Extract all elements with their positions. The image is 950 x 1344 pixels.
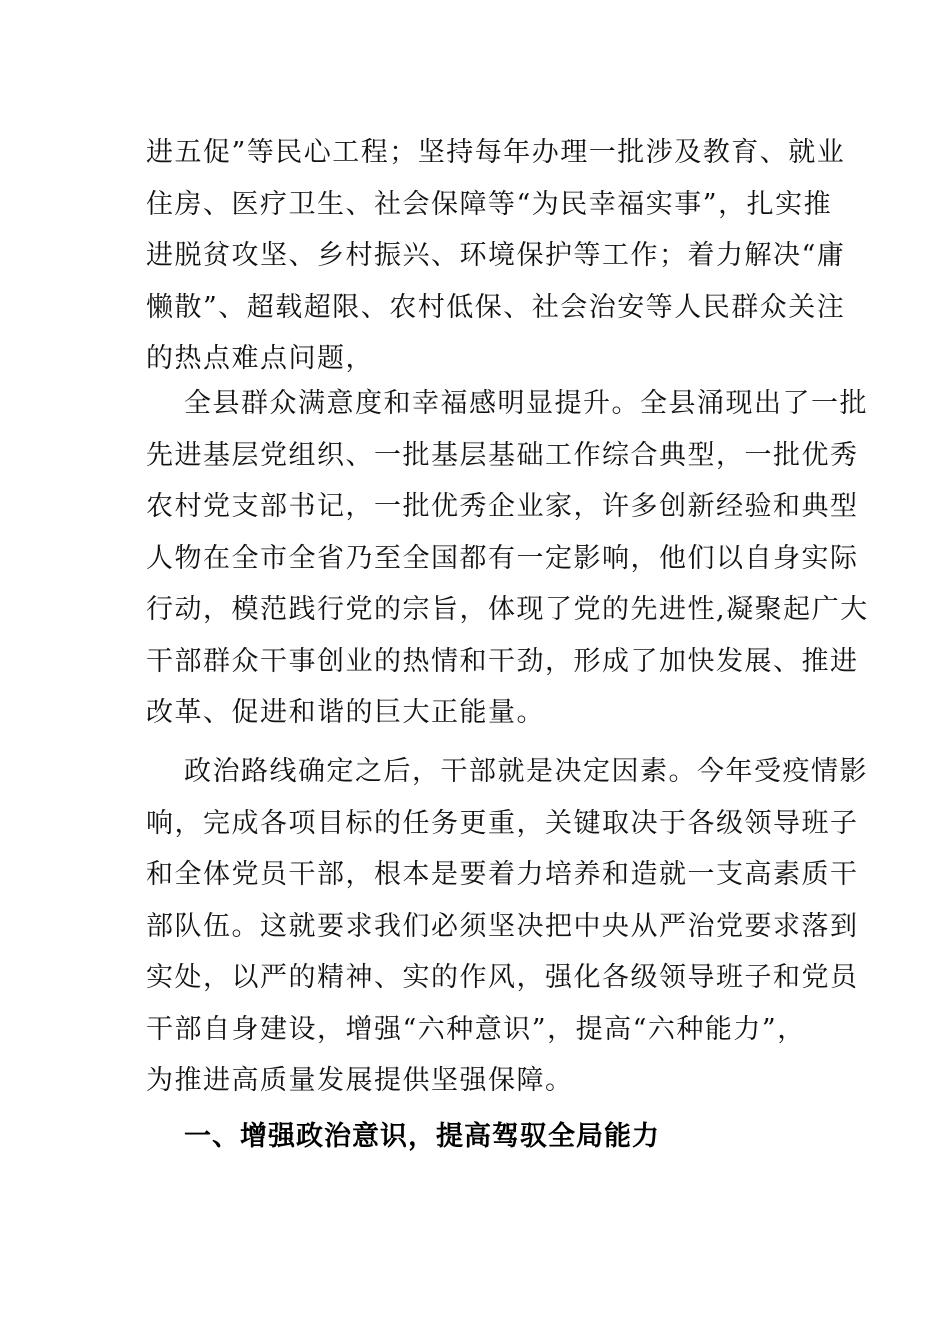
paragraph-line: 政治路线确定之后，干部就是决定因素。今年受疫情影 <box>184 756 868 787</box>
paragraph-1 <box>146 127 846 385</box>
paragraph-2 <box>146 378 869 739</box>
paragraph-line: 干部自身建设，增强“六种意识”，提高“六种能力”， <box>146 1013 806 1045</box>
paragraph-line: 懒散”、超载超限、农村低保、社会治安等人民群众关注 <box>146 291 846 323</box>
paragraph-line: 先进基层党组织、一批基层基础工作综合典型，一批优秀 <box>146 439 859 471</box>
paragraph-3 <box>146 746 868 1107</box>
paragraph-line: 进五促”等民心工程；坚持每年办理一批涉及教育、就业 <box>146 137 846 168</box>
paragraph-line: 人物在全市全省乃至全国都有一定影响，他们以自身实际 <box>146 542 859 574</box>
paragraph-line: 全县群众满意度和幸福感明显提升。全县涌现出了一批 <box>184 388 868 419</box>
paragraph-line: 部队伍。这就要求我们必须坚决把中央从严治党要求落到 <box>146 910 859 942</box>
paragraph-line: 和全体党员干部，根本是要着力培养和造就一支高素质干 <box>146 859 859 890</box>
paragraph-line: 响，完成各项目标的任务更重，关键取决于各级领导班子 <box>146 807 859 839</box>
paragraph-line: 为推进高质量发展提供坚强保障。 <box>146 1065 574 1096</box>
paragraph-line: 改革、促进和谐的巨大正能量。 <box>146 697 545 728</box>
paragraph-line: 干部群众干事创业的热情和干劲，形成了加快发展、推进 <box>146 645 859 677</box>
paragraph-line: 行动，模范践行党的宗旨，体现了党的先进性,凝聚起广大 <box>146 594 869 625</box>
paragraph-line: 进脱贫攻坚、乡村振兴、环境保护等工作；着力解决“庸 <box>146 240 846 271</box>
section-heading: 一、增强政治意识，提高驾驭全局能力 <box>184 1121 660 1152</box>
paragraph-line: 农村党支部书记，一批优秀企业家，许多创新经验和典型 <box>146 491 859 522</box>
paragraph-line: 的热点难点问题， <box>146 343 374 374</box>
paragraph-line: 住房、医疗卫生、社会保障等“为民幸福实事”，扎实推 <box>146 188 833 220</box>
paragraph-line: 实处，以严的精神、实的作风，强化各级领导班子和党员 <box>146 962 859 993</box>
